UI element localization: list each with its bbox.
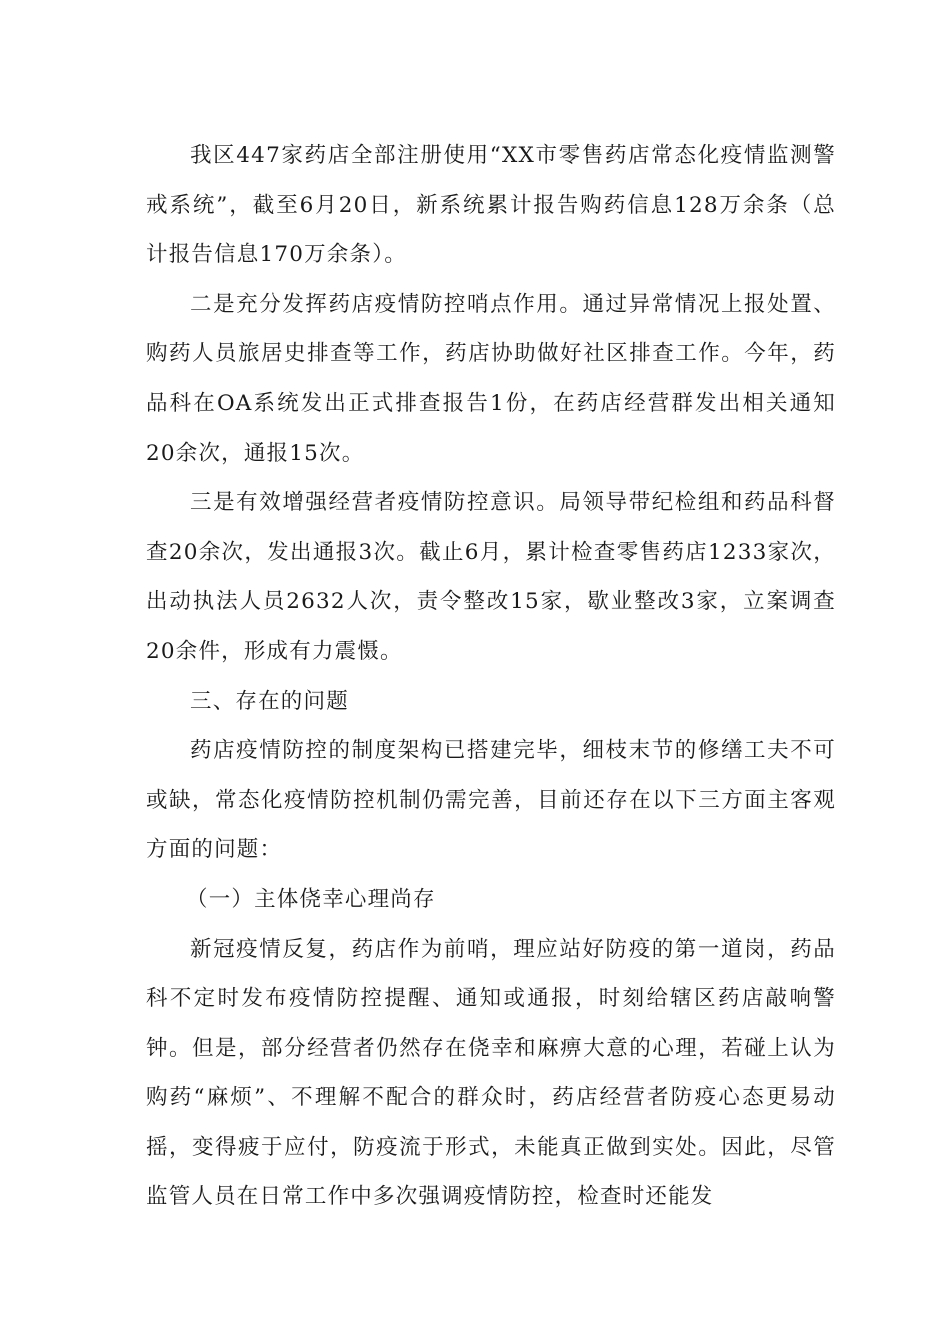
paragraph-sentinel-role: 二是充分发挥药店疫情防控哨点作用。通过异常情况上报处置、购药人员旅居史排查等工作，药店协助做好社区排查工作。今年，药品科在OA系统发出正式排查报告1份，在药店经营群发出相关通知20余次，通报15次。 xyxy=(146,291,836,466)
document-body xyxy=(146,131,836,1222)
subsection-heading: （一）主体侥幸心理尚存 xyxy=(186,886,436,912)
paragraph-awareness: 三是有效增强经营者疫情防控意识。局领导带纪检组和药品科督查20余次，发出通报3次。截止6月，累计检查零售药店1233家次，出动执法人员2632人次，责令整改15家，歇业整改3家，立案调查20余件，形成有力震慑。 xyxy=(146,490,836,664)
section-heading: 三、存在的问题 xyxy=(190,688,349,714)
paragraph-system-registration: 我区447家药店全部注册使用“XX市零售药店常态化疫情监测警戒系统”，截至6月20日，新系统累计报告购药信息128万余条（总计报告信息170万余条）。 xyxy=(146,143,836,268)
subsection-paragraph: 新冠疫情反复，药店作为前哨，理应站好防疫的第一道岗，药品科不定时发布疫情防控提醒、通知或通报，时刻给辖区药店敲响警钟。但是，部分经营者仍然存在侥幸和麻痹大意的心理，若碰上认为购药“麻烦”、不理解不配合的群众时，药店经营者防疫心态更易动摇，变得疲于应付，防疫流于形式，未能真正做到实处。因此，尽管监管人员在日常工作中多次强调疫情防控，检查时还能发 xyxy=(146,936,836,1210)
section-intro: 药店疫情防控的制度架构已搭建完毕，细枝末节的修缮工夫不可或缺，常态化疫情防控机制仍需完善，目前还存在以下三方面主客观方面的问题： xyxy=(146,738,836,863)
